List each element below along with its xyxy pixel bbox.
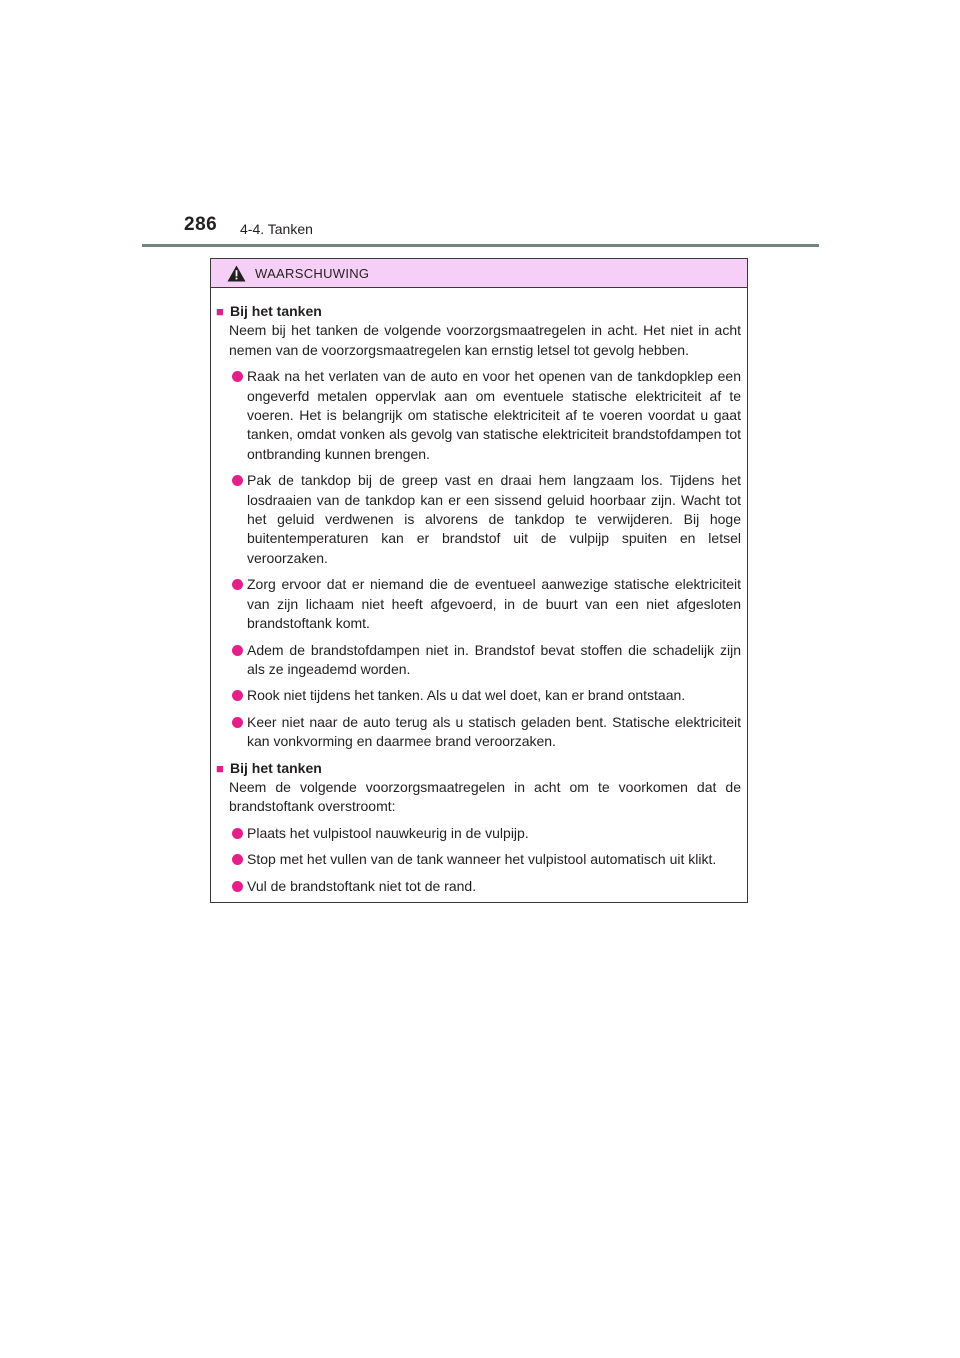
list-item-text: Stop met het vullen van de tank wanneer het vulpistool automatisch uit klikt.: [247, 851, 717, 868]
round-bullet-icon: [232, 475, 243, 486]
warning-title: WAARSCHUWING: [255, 265, 370, 281]
list-item-text: Plaats het vulpistool nauwkeurig in de vulpijp.: [247, 824, 529, 841]
header-divider: [142, 244, 819, 247]
list-item-text: Adem de brandstofdampen niet in. Brandstof bevat stoffen die schadelijk zijn als ze ingeademd worden.: [247, 641, 741, 677]
round-bullet-icon: [232, 881, 243, 892]
round-bullet-icon: [232, 828, 243, 839]
round-bullet-icon: [232, 854, 243, 865]
warning-section: [216, 759, 741, 896]
list-item: [216, 850, 741, 869]
section-intro: Neem de volgende voorzorgsmaatregelen in acht om te voorkomen dat de brandstoftank overstroomt:: [229, 778, 741, 815]
list-item: [216, 686, 741, 705]
round-bullet-icon: [232, 371, 243, 382]
square-bullet-icon: ■: [216, 760, 224, 776]
list-item: [216, 367, 741, 464]
list-item-text: Pak de tankdop bij de greep vast en draai hem langzaam los. Tijdens het losdraaien van de tankdop kan er een sissend geluid hoorbaar zijn. Wacht tot het geluid verdwenen is alvorens de tankdop te verwijderen. Bij hoge buitentemperaturen kan er brandstof uit de vulpijp spuiten en letsel veroorzaken.: [247, 472, 741, 566]
list-item: [216, 641, 741, 680]
square-bullet-icon: ■: [216, 304, 224, 319]
section-heading-text: Bij het tanken: [230, 303, 322, 319]
warning-section: [216, 302, 741, 752]
warning-triangle-icon: [227, 265, 246, 282]
round-bullet-icon: [232, 645, 243, 656]
list-item-text: Raak na het verlaten van de auto en voor het openen van de tankdopklep een ongeverfd metalen oppervlak aan om eventuele statische elektriciteit af te voeren. Het is belangrijk om statische elektriciteit af te voeren voordat u gaat tanken, omdat vonken als gevolg van statische elektriciteit brandstofdampen tot ontbranding kunnen brengen.: [247, 368, 741, 462]
warning-body: [211, 288, 747, 896]
list-item-text: Vul de brandstoftank niet tot de rand.: [247, 877, 477, 894]
section-heading: [216, 759, 741, 778]
list-item-text: Keer niet naar de auto terug als u statisch geladen bent. Statische elektriciteit kan vonkvorming en daarmee brand veroorzaken.: [247, 713, 741, 750]
warning-box: [210, 258, 748, 903]
list-item-text: Rook niet tijdens het tanken. Als u dat wel doet, kan er brand ontstaan.: [247, 687, 686, 704]
list-item: [216, 575, 741, 633]
round-bullet-icon: [232, 717, 243, 728]
list-item: [216, 713, 741, 752]
section-title: 4-4. Tanken: [240, 221, 313, 237]
list-item: [216, 824, 741, 843]
round-bullet-icon: [232, 579, 243, 590]
list-item: [216, 877, 741, 896]
round-bullet-icon: [232, 690, 243, 701]
list-item: [216, 471, 741, 568]
section-intro: Neem bij het tanken de volgende voorzorgsmaatregelen in acht. Het niet in acht nemen van de voorzorgsmaatregelen kan ernstig letsel tot gevolg hebben.: [229, 322, 741, 358]
warning-header: [211, 259, 747, 288]
section-heading: [216, 302, 741, 321]
page-number: 286: [184, 214, 218, 235]
section-heading-text: Bij het tanken: [230, 759, 322, 776]
list-item-text: Zorg ervoor dat er niemand die de eventueel aanwezige statische elektriciteit van zijn lichaam niet heeft afgevoerd, in de buurt van een niet afgesloten brandstoftank komt.: [247, 576, 741, 632]
